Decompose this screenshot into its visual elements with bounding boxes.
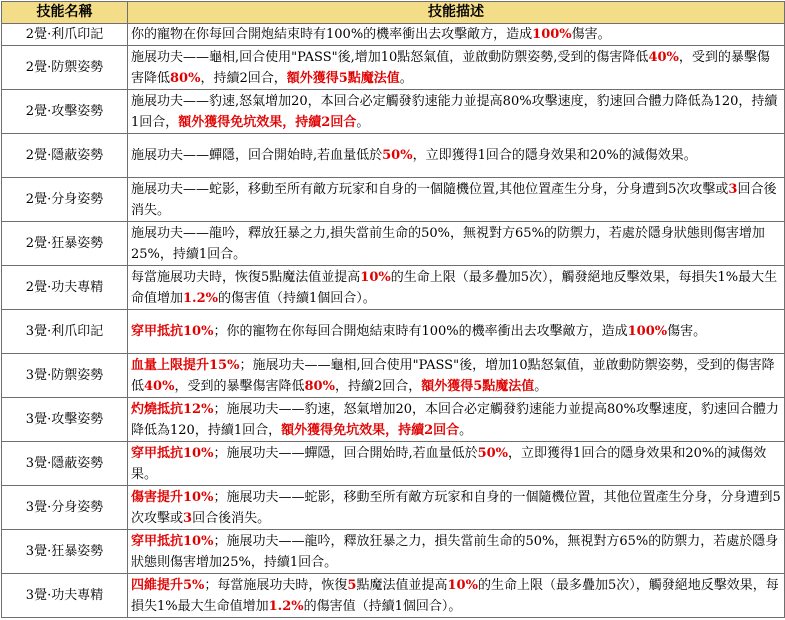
highlight-text: 穿甲抵抗10% bbox=[131, 445, 214, 461]
highlight-text: 100% bbox=[627, 324, 668, 339]
skill-desc-cell bbox=[128, 574, 785, 618]
highlight-text: 40% bbox=[648, 49, 679, 65]
desc-text: ，立即獲得1回合的隱身效果和20%的減傷效果。 bbox=[131, 445, 767, 482]
desc-text: 的生命上限（最多疊加5次），觸發絕地反擊效果，每損失1%最大生命值增加 bbox=[131, 577, 779, 614]
header-skill-name: 技能名稱 bbox=[2, 2, 128, 24]
skill-name-cell: 2覺·隱蔽姿勢 bbox=[2, 134, 128, 178]
desc-text: 施展功夫——龜相,回合使用"PASS"後,增加10點怒氣值，並啟動防禦姿勢,受到的傷害降低 bbox=[131, 49, 649, 65]
highlight-text: 額外獲得5點魔法值 bbox=[421, 378, 535, 394]
header-skill-desc: 技能描述 bbox=[128, 2, 785, 24]
desc-text: ；施展功夫——蟬隱，回合開始時,若血量低於 bbox=[213, 445, 478, 461]
desc-text: ；施展功夫——龍吟，釋放狂暴之力，損失當前生命的50%，無視對方65%的防禦力，若處於隱身狀態則傷害增加25%，持續1回合。 bbox=[131, 533, 779, 570]
skill-desc-cell bbox=[128, 266, 785, 310]
highlight-text: 80% bbox=[170, 70, 201, 86]
skill-desc-cell bbox=[128, 398, 785, 442]
highlight-text: 50% bbox=[382, 148, 413, 163]
highlight-text: 1.2% bbox=[268, 598, 304, 614]
highlight-text: 額外獲得免坑效果，持續2回合 bbox=[178, 114, 357, 130]
table-row bbox=[2, 90, 785, 134]
skill-desc-cell bbox=[128, 310, 785, 354]
skill-name-cell: 2覺·狂暴姿勢 bbox=[2, 222, 128, 266]
desc-text: 施展功夫——豹速,怒氣增加20，本回合必定觸發豹速能力並提高80%攻擊速度，豹速回合體力降低為120，持續1回合， bbox=[131, 93, 778, 130]
skill-name-cell: 3覺·攻擊姿勢 bbox=[2, 398, 128, 442]
highlight-text: 額外獲得免坑效果，持續2回合 bbox=[281, 422, 460, 438]
skill-name-cell: 2覺·攻擊姿勢 bbox=[2, 90, 128, 134]
desc-text: 的生命上限（最多疊加5次），觸發絕地反擊效果，每損失1%最大生命值增加 bbox=[131, 269, 778, 306]
table-row bbox=[2, 398, 785, 442]
desc-text: ；施展功夫——豹速，怒氣增加20，本回合必定觸發豹速能力並提高80%攻擊速度，豹速回合體力降低為120，持續1回合， bbox=[131, 401, 779, 438]
desc-text: 。 bbox=[534, 378, 548, 394]
desc-text: 施展功夫——蛇影，移動至所有敵方玩家和自身的一個隨機位置,其他位置產生分身，分身遭到5次攻擊或 bbox=[131, 181, 729, 197]
skill-desc-cell bbox=[128, 46, 785, 90]
desc-text: ，立即獲得1回合的隱身效果和20%的減傷效果。 bbox=[412, 148, 697, 163]
desc-text: ；你的寵物在你每回合開炮結束時有100%的機率衝出去攻擊敵方，造成 bbox=[213, 324, 628, 339]
highlight-text: 100% bbox=[532, 27, 572, 42]
desc-text: 點魔法值並提高 bbox=[356, 577, 448, 593]
skill-name-cell: 2覺·分身姿勢 bbox=[2, 178, 128, 222]
table-row bbox=[2, 442, 785, 486]
desc-text: 的傷害值（持續1個回合）。 bbox=[218, 290, 376, 306]
desc-text: ；施展功夫——龜相,回合使用"PASS"後，增加10點怒氣值，並啟動防禦姿勢，受到的傷害降低 bbox=[131, 357, 775, 394]
skill-desc-cell bbox=[128, 24, 785, 46]
highlight-text: 穿甲抵抗10% bbox=[131, 533, 214, 549]
desc-text: ；施展功夫——蛇影，移動至所有敵方玩家和自身的一個隨機位置，其他位置產生分身，分身遭到5次攻擊或 bbox=[131, 489, 781, 526]
highlight-text: 1.2% bbox=[183, 290, 218, 306]
desc-text: 的傷害值（持續1個回合）。 bbox=[303, 598, 462, 614]
table-row bbox=[2, 266, 785, 310]
highlight-text: 3 bbox=[183, 510, 193, 526]
highlight-text: 3 bbox=[728, 181, 738, 197]
skill-rows bbox=[2, 24, 785, 618]
highlight-text: 額外獲得5點魔法值 bbox=[286, 70, 400, 86]
table-row bbox=[2, 46, 785, 90]
skill-name-cell: 2覺·功夫專精 bbox=[2, 266, 128, 310]
desc-text: 每當施展功夫時，恢復5點魔法值並提高 bbox=[131, 269, 361, 285]
skill-name-cell: 3覺·防禦姿勢 bbox=[2, 354, 128, 398]
highlight-text: 50% bbox=[477, 445, 509, 461]
skill-desc-cell bbox=[128, 90, 785, 134]
table-row bbox=[2, 134, 785, 178]
desc-text: 。 bbox=[356, 114, 370, 130]
desc-text: 施展功夫——蟬隱，回合開始時,若血量低於 bbox=[131, 148, 383, 163]
desc-text: ，持續2回合， bbox=[200, 70, 287, 86]
desc-text: 。 bbox=[399, 70, 413, 86]
table-row bbox=[2, 486, 785, 530]
desc-text: ；每當施展功夫時，恢復 bbox=[204, 577, 348, 593]
highlight-text: 80% bbox=[304, 378, 335, 394]
highlight-text: 血量上限提升15% bbox=[131, 357, 240, 373]
header-row bbox=[2, 2, 785, 24]
table-row bbox=[2, 178, 785, 222]
desc-text: 施展功夫——龍吟，釋放狂暴之力,損失當前生命的50%，無視對方65%的防禦力，若處於隱身狀態則傷害增加25%，持續1回合。 bbox=[131, 225, 765, 262]
skill-desc-cell bbox=[128, 222, 785, 266]
desc-text: ，持續2回合， bbox=[334, 378, 422, 394]
table-row bbox=[2, 530, 785, 574]
skills-table bbox=[1, 1, 785, 618]
skill-desc-cell bbox=[128, 530, 785, 574]
table-row bbox=[2, 310, 785, 354]
desc-text: 傷害。 bbox=[571, 27, 611, 42]
desc-text: 回合後消失。 bbox=[192, 510, 271, 526]
skill-desc-cell bbox=[128, 134, 785, 178]
table-row bbox=[2, 574, 785, 618]
skill-name-cell: 3覺·隱蔽姿勢 bbox=[2, 442, 128, 486]
highlight-text: 傷害提升10% bbox=[131, 489, 214, 505]
highlight-text: 5 bbox=[347, 577, 357, 593]
desc-text: ，受到的暴擊傷害降低 bbox=[174, 378, 305, 394]
desc-text: 傷害。 bbox=[667, 324, 707, 339]
skill-name-cell: 3覺·分身姿勢 bbox=[2, 486, 128, 530]
skill-desc-cell bbox=[128, 486, 785, 530]
table-row bbox=[2, 24, 785, 46]
highlight-text: 40% bbox=[144, 378, 175, 394]
desc-text: 。 bbox=[459, 422, 473, 438]
skill-desc-cell bbox=[128, 354, 785, 398]
desc-text: 回合後消失。 bbox=[131, 181, 777, 218]
desc-text: ，受到的暴擊傷害降低 bbox=[131, 49, 770, 86]
skill-desc-cell bbox=[128, 178, 785, 222]
skill-desc-cell bbox=[128, 442, 785, 486]
highlight-text: 穿甲抵抗10% bbox=[131, 324, 214, 339]
skill-name-cell: 3覺·功夫專精 bbox=[2, 574, 128, 618]
highlight-text: 10% bbox=[360, 269, 391, 285]
skill-name-cell: 3覺·狂暴姿勢 bbox=[2, 530, 128, 574]
skill-name-cell: 2覺·利爪印記 bbox=[2, 24, 128, 46]
table-row bbox=[2, 222, 785, 266]
highlight-text: 灼燒抵抗12% bbox=[131, 401, 214, 417]
skill-name-cell: 2覺·防禦姿勢 bbox=[2, 46, 128, 90]
highlight-text: 四維提升5% bbox=[131, 577, 205, 593]
highlight-text: 10% bbox=[447, 577, 478, 593]
table-row bbox=[2, 354, 785, 398]
desc-text: 你的寵物在你每回合開炮結束時有100%的機率衝出去攻擊敵方，造成 bbox=[131, 27, 533, 42]
skill-name-cell: 3覺·利爪印記 bbox=[2, 310, 128, 354]
